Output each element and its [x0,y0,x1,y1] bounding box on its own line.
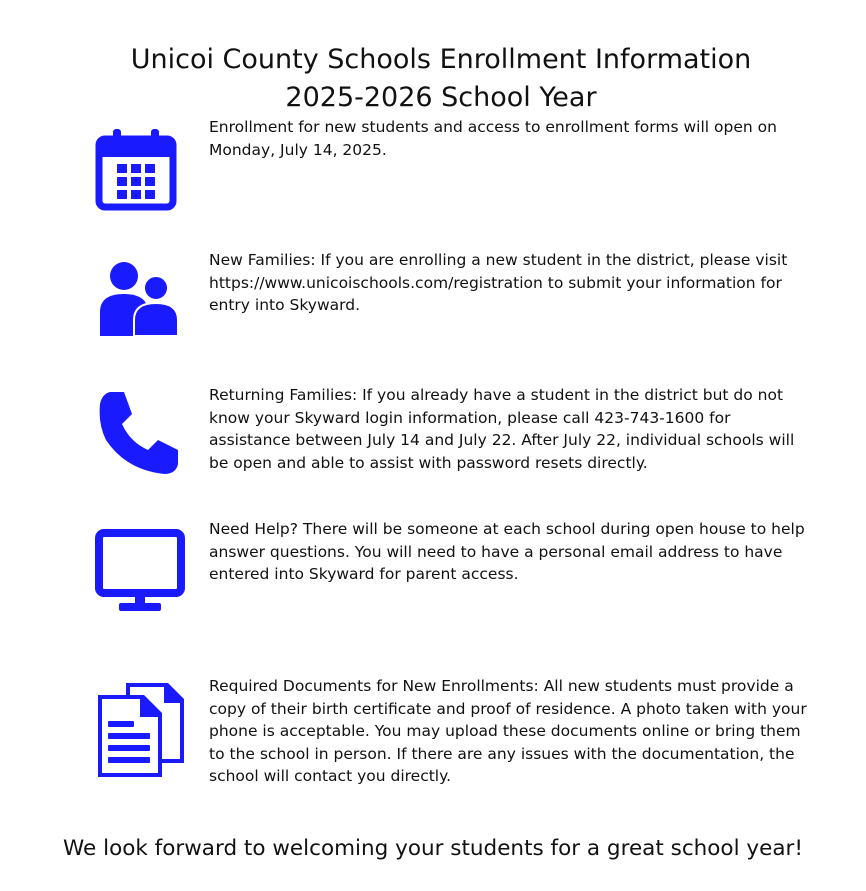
closing-message: We look forward to welcoming your students for a great school year! [63,836,803,861]
calendar-icon [95,128,177,212]
people-icon [98,260,180,336]
page-title: Unicoi County Schools Enrollment Information [130,44,752,75]
phone-icon [96,390,180,476]
need-help-text: Need Help? There will be someone at each school during open house to help answer questions. You will need to have a personal email address to have entered into Skyward for parent access. [209,520,805,583]
required-documents-text: Required Documents for New Enrollments: All new students must provide a copy of their birth certificate and proof of residence. A photo taken with your phone is acceptable. You may upload these documents online or bring them to the school in person. If there are any issues with the documentation, the school will contact you directly. [209,677,807,785]
new-families-text: New Families: If you are enrolling a new student in the district, please visit https://www.unicoischools.com/registration to submit your information for entry into Skyward. [209,251,788,314]
monitor-icon [95,529,185,615]
returning-families-text: Returning Families: If you already have a student in the district but do not know your Skyward login information, please call 423-743-1600 for assistance between July 14 and July 22. After July 22, individual schools will be open and able to assist with password resets directly. [209,386,795,472]
enrollment-open-text: Enrollment for new students and access to enrollment forms will open on Monday, July 14, 2025. [209,118,777,159]
documents-icon [96,683,186,777]
page-subtitle: 2025-2026 School Year [285,82,597,113]
